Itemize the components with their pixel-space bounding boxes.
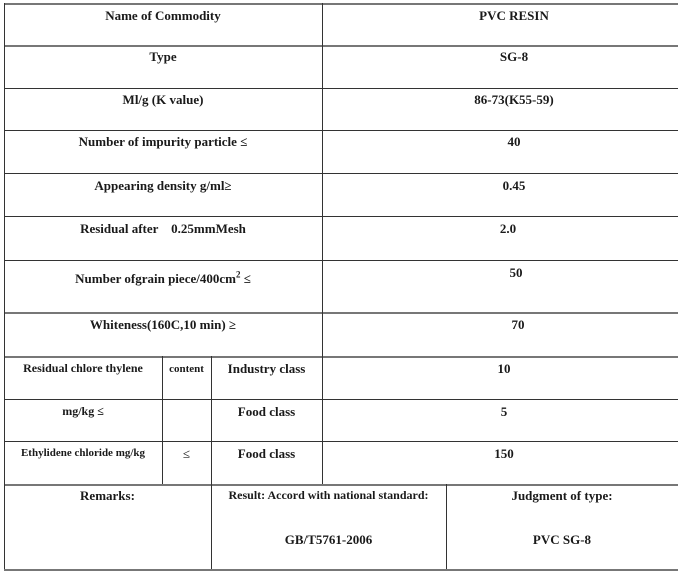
label-le-symbol: ≤	[182, 446, 191, 461]
row-divider	[4, 45, 678, 47]
value-impurity-particle: 40	[507, 134, 521, 149]
row-divider	[4, 312, 678, 314]
label-grain-piece	[4, 271, 322, 286]
label-residual-mesh: Residual after 0.25mmMesh	[80, 221, 246, 236]
row-divider	[4, 484, 678, 486]
value-food-class-chlore: 5	[500, 404, 508, 419]
row-divider	[4, 216, 678, 217]
value-industry-class: 10	[497, 361, 511, 376]
row-divider	[4, 399, 678, 400]
label-mg-kg: mg/kg ≤	[62, 404, 104, 418]
judgment-label: Judgment of type:	[511, 488, 613, 503]
table-border-top	[4, 3, 678, 5]
value-residual-mesh: 2.0	[499, 221, 517, 236]
label-food-class: Food class	[237, 446, 296, 461]
value-grain-piece: 50	[509, 265, 523, 280]
grain-piece-text: Number ofgrain piece/400cm	[75, 271, 236, 286]
row-divider	[4, 88, 678, 89]
label-appearing-density: Appearing density g/ml≥	[94, 178, 232, 193]
remarks-label: Remarks:	[80, 488, 135, 503]
value-food-class-ethylidene: 150	[494, 446, 514, 461]
value-name-of-commodity: PVC RESIN	[479, 8, 549, 23]
row-divider	[4, 260, 678, 261]
label-residual-chlore: Residual chlore thylene	[23, 361, 143, 375]
result-label: Result: Accord with national standard:	[228, 488, 429, 502]
superscript-2: 2	[235, 269, 241, 280]
value-whiteness: 70	[511, 317, 525, 332]
label-whiteness: Whiteness(160C,10 min) ≥	[89, 317, 237, 332]
value-k-value: 86-73(K55-59)	[474, 92, 554, 107]
row-divider	[4, 441, 678, 442]
value-type: SG-8	[499, 49, 529, 64]
row-divider	[4, 356, 678, 358]
table-border-left	[4, 3, 5, 569]
grain-piece-suffix: ≤	[240, 271, 251, 286]
label-food-class: Food class	[237, 404, 296, 419]
value-appearing-density: 0.45	[502, 178, 526, 193]
row-divider	[4, 173, 678, 174]
judgment-value: PVC SG-8	[532, 532, 592, 547]
label-impurity-particle: Number of impurity particle ≤	[78, 134, 248, 149]
label-ethylidene-chloride: Ethylidene chloride mg/kg	[20, 447, 146, 459]
label-k-value: Ml/g (K value)	[122, 92, 204, 107]
label-industry-class: Industry class	[227, 361, 306, 376]
label-content: content	[169, 363, 204, 375]
label-name-of-commodity: Name of Commodity	[105, 8, 221, 23]
label-type: Type	[149, 49, 177, 64]
row-divider	[4, 130, 678, 131]
result-standard: GB/T5761-2006	[284, 532, 373, 547]
